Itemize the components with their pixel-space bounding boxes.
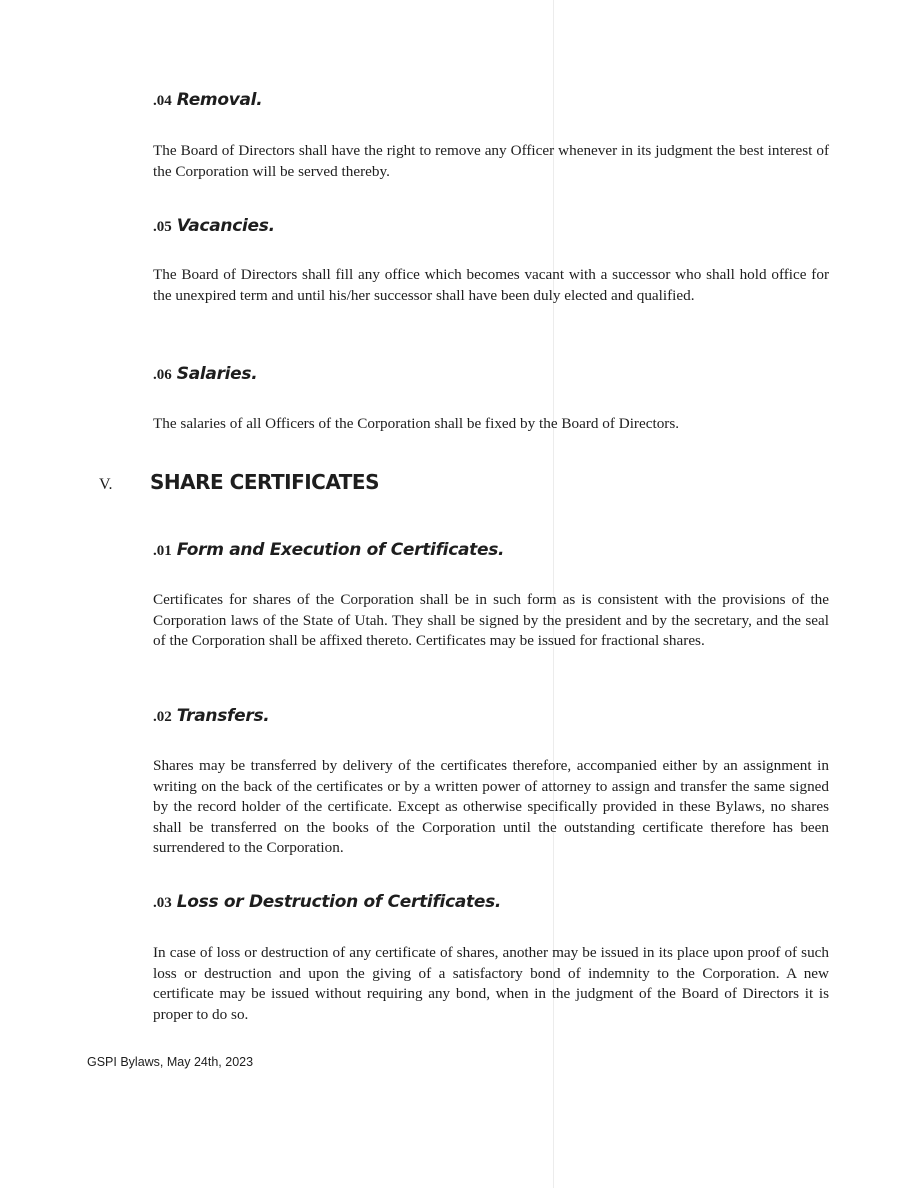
article-title: SHARE CERTIFICATES [150,470,379,494]
section-heading-loss-destruction [153,892,501,912]
section-title: Salaries. [176,364,258,384]
section-body-removal: The Board of Directors shall have the right to remove any Officer whenever in its judgment the best interest of the Corporation will be served thereby. [153,142,829,180]
section-number: .03 [153,895,172,911]
section-body-form-execution: Certificates for shares of the Corporation shall be in such form as is consistent with the provisions of the Corporation laws of the State of Utah. They shall be signed by the president and by the secretary, and the seal of the Corporation shall be affixed thereto. Certificates may be issued for fractional shares. [153,591,829,649]
section-heading-form-execution [153,540,504,560]
article-heading [0,470,918,500]
section-title: Vacancies. [176,216,275,236]
article-roman-numeral: V. [99,476,113,493]
section-number: .05 [153,219,172,235]
section-heading-vacancies [153,216,275,236]
section-body-loss-destruction: In case of loss or destruction of any certificate of shares, another may be issued in its place upon proof of such loss or destruction and upon the giving of a satisfactory bond of indemnity to the Corporation. A new certificate may be issued without requiring any bond, when in the judgment of the Board of Directors it is proper to do so. [153,944,829,1023]
section-number: .06 [153,367,172,383]
section-heading-removal [153,90,262,110]
section-body-vacancies: The Board of Directors shall fill any office which becomes vacant with a successor who shall hold office for the unexpired term and until his/her successor shall have been duly elected and qualified. [153,266,829,304]
section-heading-transfers [153,706,269,726]
section-body-transfers: Shares may be transferred by delivery of the certificates therefore, accompanied either by an assignment in writing on the back of the certificates or by a written power of attorney to assign and transfer the same signed by the record holder of the certificate. Except as otherwise specifically provided in these Bylaws, no shares shall be transferred on the books of the Corporation until the outstanding certificate therefore has been surrendered to the Corporation. [153,757,829,856]
section-number: .04 [153,93,172,109]
section-heading-salaries [153,364,257,384]
section-title: Loss or Destruction of Certificates. [176,892,502,912]
section-number: .01 [153,543,172,559]
section-body-salaries: The salaries of all Officers of the Corporation shall be fixed by the Board of Directors. [153,415,680,432]
section-title: Form and Execution of Certificates. [176,540,505,560]
section-title: Transfers. [176,706,270,726]
section-number: .02 [153,709,172,725]
section-title: Removal. [176,90,263,110]
page-footer: GSPI Bylaws, May 24th, 2023 [87,1055,254,1069]
